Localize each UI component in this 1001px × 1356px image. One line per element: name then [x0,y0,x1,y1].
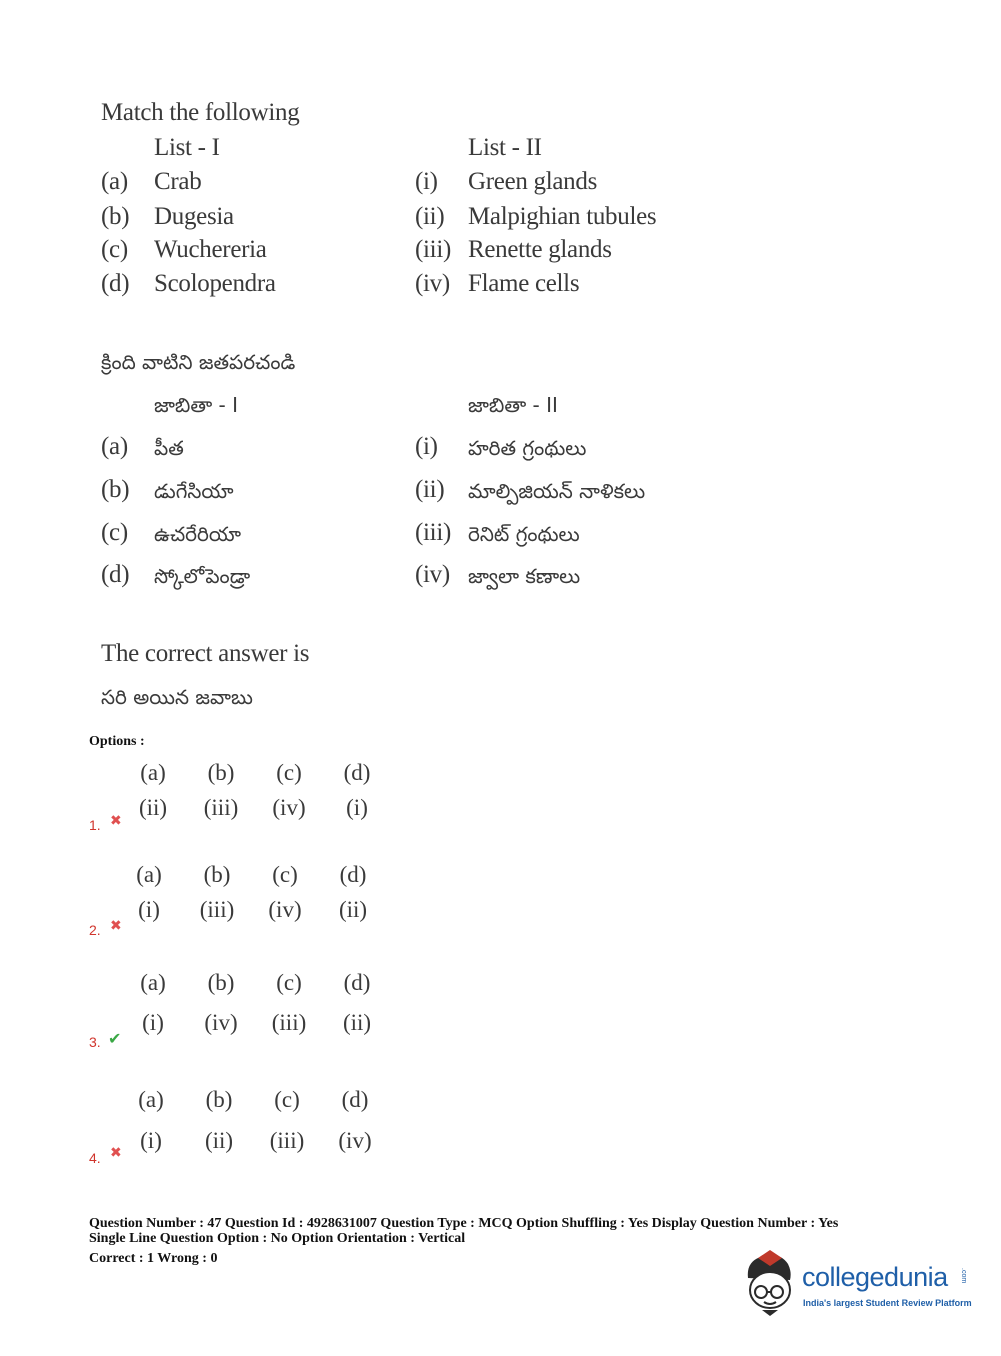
option-header-cell: (a) [136,862,162,887]
option-number: 2. [89,922,101,938]
option-header-cell: (c) [276,970,302,995]
row-label: (a) [101,433,128,460]
option-number: 1. [89,817,101,833]
list1-item: Scolopendra [154,270,276,297]
list1-item: స్కోలోపెండ్రా [154,564,251,588]
option-value-cell: (ii) [338,897,368,922]
option-header-cell: (b) [207,760,235,785]
option-3[interactable] [0,965,400,1060]
option-value-cell: (i) [138,897,160,922]
option-number: 3. [89,1034,101,1050]
logo-suffix: .com [960,1268,967,1284]
row-label: (c) [101,519,128,546]
option-value-cell: (iv) [272,795,306,820]
check-icon: ✔ [108,1029,122,1048]
row-label: (a) [101,168,128,195]
list1-item: ఉచరేరియా [154,522,242,546]
list1-header-te: జాబితా - I [154,393,239,417]
wrong-icon: ✖ [110,1145,122,1161]
option-2[interactable] [0,857,400,947]
option-value-cell: (ii) [138,795,168,820]
row-num: (iv) [415,561,450,588]
option-value-cell: (iv) [268,897,302,922]
list2-header-te: జాబితా - II [468,393,558,417]
option-header-cell: (c) [272,862,298,887]
answer-prompt-te: సరి అయిన జవాబు [101,685,253,709]
option-header-cell: (b) [207,970,235,995]
option-value-cell: (iii) [199,897,235,922]
option-value-cell: (iv) [204,1010,238,1035]
option-header-cell: (a) [140,970,166,995]
list1-item: డుగేసియా [154,479,234,503]
options-label: Options : [89,734,145,749]
wrong-icon: ✖ [110,813,122,829]
list2-item: Flame cells [468,270,580,297]
question-instruction-te: క్రింది వాటిని జతపరచండి [101,350,296,374]
option-header-cell: (d) [341,1087,369,1112]
option-header-cell: (b) [203,862,231,887]
list2-item: హరిత గ్రంథులు [468,436,587,460]
question-instruction-en: Match the following [101,99,300,126]
row-num: (i) [415,168,438,195]
row-num: (ii) [415,476,445,503]
option-header-cell: (d) [343,970,371,995]
list1-item: Crab [154,168,202,195]
option-header-cell: (a) [140,760,166,785]
option-value-cell: (ii) [204,1128,234,1153]
question-meta-line-3: Correct : 1 Wrong : 0 [89,1251,218,1266]
option-header-cell: (c) [276,760,302,785]
row-num: (iv) [415,270,450,297]
list1-item: పీత [154,436,184,460]
row-label: (b) [101,476,130,503]
option-header-cell: (d) [343,760,371,785]
row-label: (d) [101,270,130,297]
list2-item: Malpighian tubules [468,203,657,230]
wrong-icon: ✖ [110,918,122,934]
logo-tagline: India's largest Student Review Platform [803,1298,972,1308]
row-num: (iii) [415,236,451,263]
option-value-cell: (i) [140,1128,162,1153]
option-header-cell: (b) [205,1087,233,1112]
option-value-cell: (iii) [269,1128,305,1153]
row-num: (ii) [415,203,445,230]
option-value-cell: (iii) [203,795,239,820]
list1-header-en: List - I [154,134,220,161]
option-value-cell: (i) [142,1010,164,1035]
mascot-icon [740,1248,800,1316]
row-num: (iii) [415,519,451,546]
list1-item: Dugesia [154,203,234,230]
option-value-cell: (iii) [271,1010,307,1035]
option-4[interactable] [0,1082,400,1177]
list2-item: మాల్పిజియన్ నాళికలు [468,479,646,503]
logo-name: collegedunia [802,1262,948,1292]
list2-item: జ్వాలా కణాలు [468,564,581,588]
option-value-cell: (ii) [342,1010,372,1035]
option-value-cell: (iv) [338,1128,372,1153]
option-header-cell: (d) [339,862,367,887]
option-header-cell: (c) [274,1087,300,1112]
question-meta-line-1: Question Number : 47 Question Id : 4928631007 Question Type : MCQ Option Shuffling : Yes Display Question Number : Yes [89,1216,839,1231]
option-value-cell: (i) [346,795,368,820]
row-label: (b) [101,203,130,230]
collegedunia-logo[interactable] [740,1248,975,1318]
list1-item: Wuchereria [154,236,267,263]
list2-item: Renette glands [468,236,612,263]
option-header-cell: (a) [138,1087,164,1112]
option-number: 4. [89,1150,101,1166]
list2-header-en: List - II [468,134,542,161]
list2-item: Green glands [468,168,597,195]
option-1[interactable] [0,755,400,845]
row-label: (c) [101,236,128,263]
row-num: (i) [415,433,438,460]
question-meta-line-2: Single Line Question Option : No Option Orientation : Vertical [89,1231,466,1246]
list2-item: రెనిట్ గ్రంథులు [468,522,580,546]
answer-prompt-en: The correct answer is [101,640,310,667]
row-label: (d) [101,561,130,588]
